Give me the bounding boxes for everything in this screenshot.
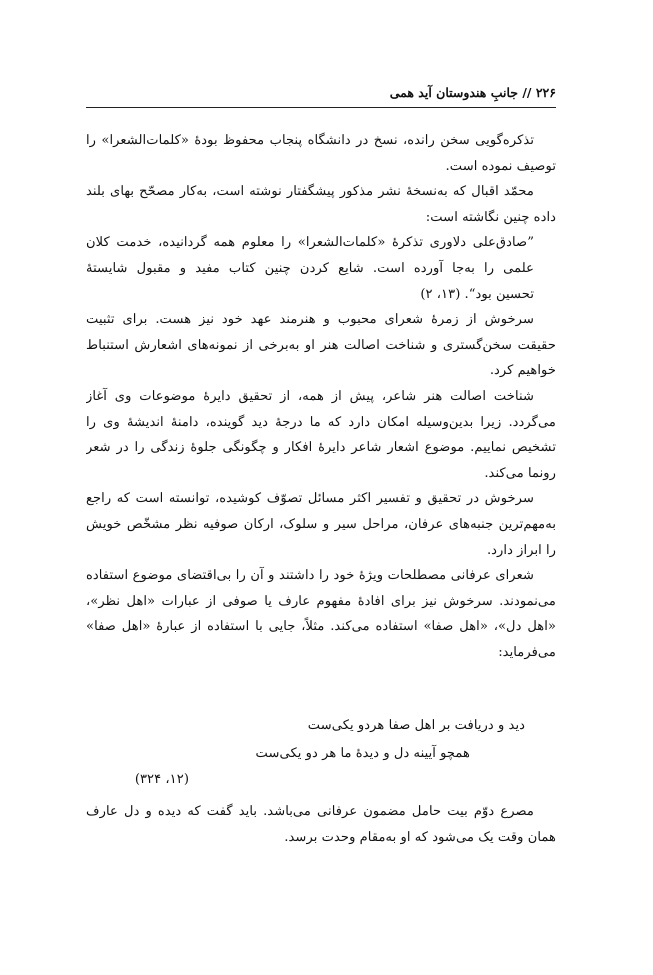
paragraph-line: توصیف نموده است. xyxy=(445,158,556,174)
verse-citation: (۱۲، ۳۲۴) xyxy=(134,772,189,787)
paragraph-line: سرخوش در تحقیق و تفسیر اکثر مسائل تصوّف کوشیده، توانسته است که راجع xyxy=(86,491,534,507)
running-title: جانبِ هندوستان آید همی xyxy=(389,85,518,100)
paragraph-line: را ابراز دارد. xyxy=(486,542,556,558)
page-number: ۲۲۶ xyxy=(535,85,556,100)
verse-line-2: همچو آیینه دل و دیدهٔ ما هر دو یکی‌ست xyxy=(255,746,470,761)
quote-line: ”صادق‌علی دلاوری تذکرهٔ «کلمات‌الشعرا» را معلوم همه گردانیده، خدمت کلان xyxy=(86,235,534,251)
paragraph-line: خواهیم کرد. xyxy=(489,363,556,379)
running-header xyxy=(86,82,556,104)
header-separator: // xyxy=(522,85,532,100)
paragraph-line: داده چنین نگاشته است: xyxy=(425,209,556,225)
paragraph-line: محمّد اقبال که به‌نسخهٔ نشر مذکور پیشگفتار نوشته است، به‌کار مصحّح بهای بلند xyxy=(86,184,534,200)
paragraph-line: شناخت اصالت هنر شاعر، پیش از همه، از تحقیق دایرهٔ موضوعات وی آغاز xyxy=(86,388,534,404)
body-text-top xyxy=(86,128,556,665)
paragraph-line: می‌گردد. زیرا بدین‌وسیله امکان دارد که ما درجهٔ دید گوینده، دامنهٔ اندیشهٔ وی را xyxy=(86,414,556,430)
paragraph-line: «اهل دل»، «اهل صفا» استفاده می‌کند. مثلاً، جایی با استفاده از عبارهٔ «اهل صفا» xyxy=(86,619,556,635)
verse-line-1: دید و دریافت بر اهل صفا هردو یکی‌ست xyxy=(307,718,525,733)
quote-line: علمی را به‌جا آورده است. شایع کردن چنین کتاب مفید و مقبول شایستهٔ xyxy=(86,260,534,276)
paragraph-line: سرخوش از زمرهٔ شعرای محبوب و هنرمند عهد خود نیز هست. برای تثبیت xyxy=(86,312,534,328)
paragraph-line: تشخیص نماییم. موضوع اشعار شاعر دایرهٔ افکار و چگونگی جلوهٔ زندگی را در شعر xyxy=(86,440,556,456)
paragraph-line: مصرع دوّم بیت حامل مضمون عرفانی می‌باشد. باید گفت که دیده و دل عارف xyxy=(86,804,534,819)
paragraph-line: شعرای عرفانی مصطلحات ویژهٔ خود را داشتند و آن را بی‌اقتضای موضوع استفاده xyxy=(86,568,534,584)
header-rule xyxy=(86,107,556,108)
paragraph-line: همان وقت یک می‌شود که او به‌مقام وحدت برسد. xyxy=(284,829,556,845)
paragraph-line: می‌نمودند. سرخوش نیز برای افادهٔ مفهوم عارف یا صوفی از عبارات «اهل نظر»، xyxy=(86,593,556,609)
paragraph-line: به‌مهم‌ترین جنبه‌های عرفان، مراحل سیر و سلوک، ارکان صوفیه نظر مشخّص خویش xyxy=(86,516,556,532)
paragraph-line: حقیقت سخن‌گستری و شناخت اصالت هنر او به‌برخی از نمونه‌های اشعارش استنباط xyxy=(86,337,556,353)
paragraph-line: تذکره‌گویی سخن رانده، نسخ در دانشگاه پنجاب محفوظ بودهٔ «کلمات‌الشعرا» را xyxy=(86,133,534,148)
quote-line: تحسین بود“. (۱۳، ۲) xyxy=(420,286,534,302)
body-text-bottom xyxy=(86,799,556,850)
paragraph-line: رونما می‌کند. xyxy=(484,465,556,481)
paragraph-line: می‌فرماید: xyxy=(498,644,556,660)
